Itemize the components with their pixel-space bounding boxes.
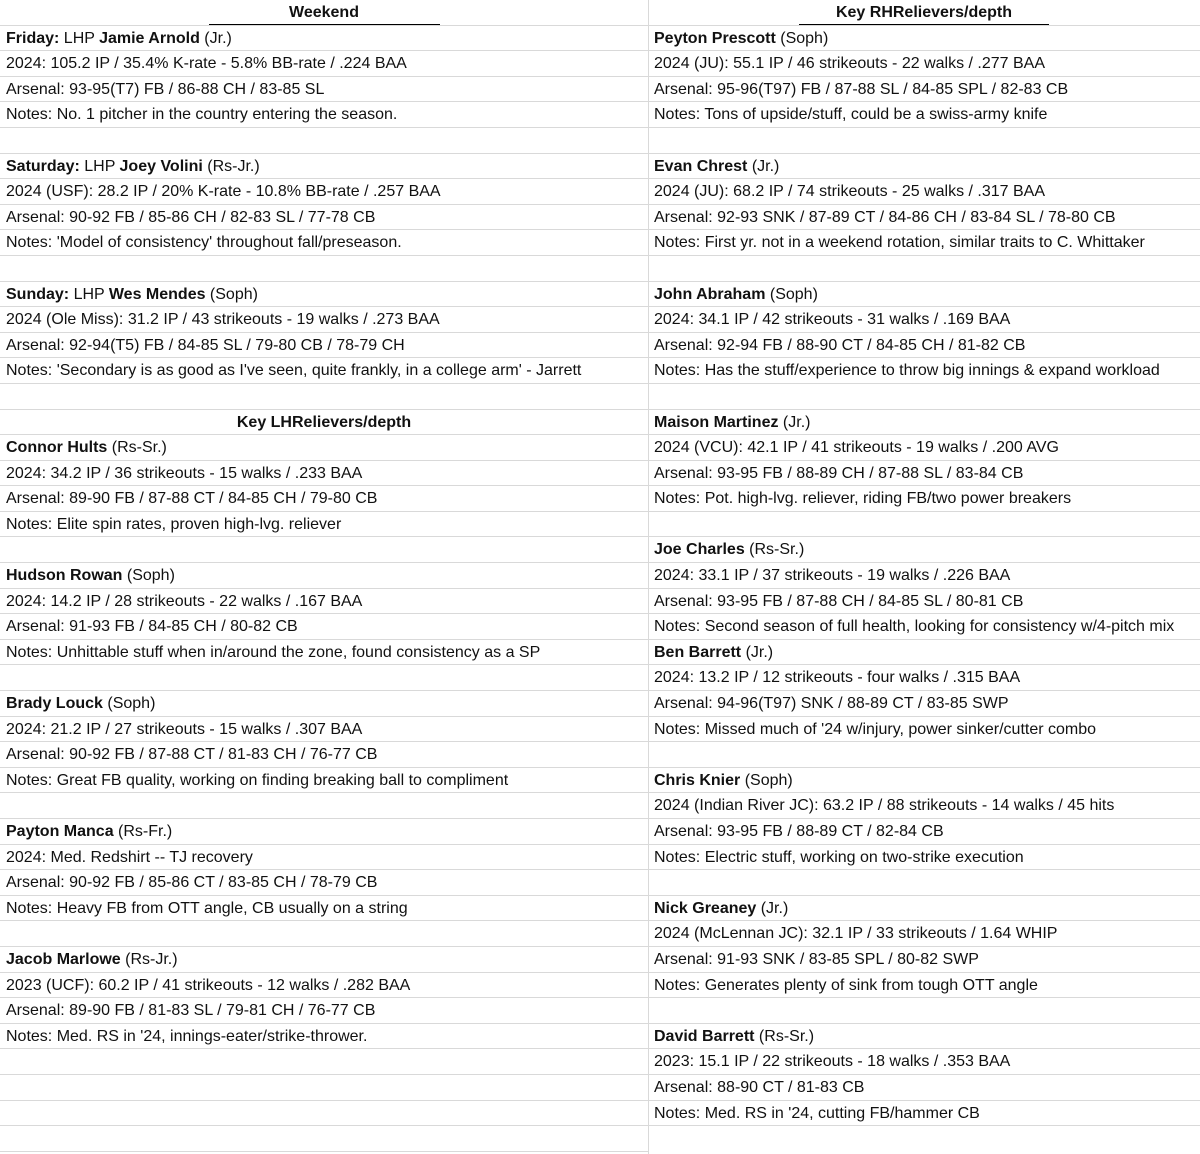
- empty-cell[interactable]: [648, 256, 1200, 282]
- player-name-row[interactable]: [0, 154, 648, 180]
- cell-text: Arsenal: 89-90 FB / 81-83 SL / 79-81 CH / 76-77 CB: [6, 1002, 376, 1020]
- player-name: Evan Chrest: [654, 157, 748, 175]
- stat-cell[interactable]: [648, 461, 1200, 487]
- cell-text: Arsenal: 90-92 FB / 85-86 CT / 83-85 CH / 78-79 CB: [6, 874, 378, 892]
- stat-cell[interactable]: [648, 921, 1200, 947]
- stat-cell[interactable]: [648, 179, 1200, 205]
- cell-text: 2024: 34.1 IP / 42 strikeouts - 31 walks / .169 BAA: [654, 311, 1011, 329]
- empty-cell[interactable]: [648, 384, 1200, 410]
- cell-text: Arsenal: 92-94(T5) FB / 84-85 SL / 79-80 CB / 78-79 CH: [6, 336, 405, 354]
- cell-text: 2024 (VCU): 42.1 IP / 41 strikeouts - 19 walks / .200 AVG: [654, 439, 1059, 457]
- cell-text: Arsenal: 94-96(T97) SNK / 88-89 CT / 83-85 SWP: [654, 695, 1009, 713]
- cell-text: Notes: Missed much of '24 w/injury, power sinker/cutter combo: [654, 720, 1097, 738]
- rotation-day: Saturday:: [6, 157, 80, 175]
- stat-cell[interactable]: [0, 768, 648, 794]
- stat-cell[interactable]: [0, 102, 648, 128]
- cell-text: Arsenal: 88-90 CT / 81-83 CB: [654, 1078, 865, 1096]
- player-name: Brady Louck: [6, 695, 103, 713]
- cell-text: Arsenal: 91-93 FB / 84-85 CH / 80-82 CB: [6, 618, 298, 636]
- stat-cell[interactable]: [0, 512, 648, 538]
- stat-cell[interactable]: [0, 640, 648, 666]
- player-class: (Soph): [740, 771, 793, 789]
- player-name-row[interactable]: [648, 410, 1200, 436]
- player-name-row[interactable]: [648, 640, 1200, 666]
- empty-cell[interactable]: [0, 256, 648, 282]
- stat-cell[interactable]: [0, 205, 648, 231]
- section-header-label: Weekend: [209, 0, 440, 25]
- empty-cell[interactable]: [0, 1075, 648, 1101]
- stat-cell[interactable]: [648, 845, 1200, 871]
- player-class: (Rs-Fr.): [113, 823, 173, 840]
- player-name: Wes Mendes: [108, 285, 206, 303]
- player-name: Payton Manca: [6, 823, 114, 840]
- cell-text: 2023: 15.1 IP / 22 strikeouts - 18 walks / .353 BAA: [654, 1053, 1011, 1071]
- cell-text: 2024: 105.2 IP / 35.4% K-rate - 5.8% BB-rate / .224 BAA: [6, 55, 407, 73]
- cell-text: Notes: Med. RS in '24, cutting FB/hammer CB: [654, 1104, 980, 1122]
- stat-cell[interactable]: [648, 1049, 1200, 1075]
- player-class: (Soph): [775, 29, 829, 47]
- stat-cell[interactable]: [648, 665, 1200, 691]
- stat-cell[interactable]: [0, 845, 648, 871]
- stat-cell[interactable]: [648, 333, 1200, 359]
- cell-text: 2024: 33.1 IP / 37 strikeouts - 19 walks / .226 BAA: [654, 567, 1011, 585]
- empty-cell[interactable]: [0, 1049, 648, 1075]
- stat-cell[interactable]: [648, 77, 1200, 103]
- cell-text: Notes: First yr. not in a weekend rotation, similar traits to C. Whittaker: [654, 234, 1145, 252]
- stat-cell[interactable]: [648, 230, 1200, 256]
- empty-cell[interactable]: [648, 128, 1200, 154]
- stat-cell[interactable]: [0, 614, 648, 640]
- stat-cell[interactable]: [648, 307, 1200, 333]
- empty-cell[interactable]: [0, 1126, 648, 1152]
- player-name: Joe Charles: [654, 541, 745, 559]
- stat-cell[interactable]: [0, 51, 648, 77]
- player-name: Joey Volini: [119, 157, 203, 175]
- stat-cell[interactable]: [648, 486, 1200, 512]
- player-name-row[interactable]: [648, 154, 1200, 180]
- player-name-row[interactable]: [648, 537, 1200, 563]
- player-class: (Jr.): [741, 643, 774, 661]
- stat-cell[interactable]: [648, 973, 1200, 999]
- empty-cell[interactable]: [0, 128, 648, 154]
- stat-cell[interactable]: [648, 563, 1200, 589]
- handedness: LHP: [84, 157, 120, 175]
- stat-cell[interactable]: [648, 947, 1200, 973]
- cell-text: Notes: Elite spin rates, proven high-lvg. reliever: [6, 515, 342, 533]
- player-name: Hudson Rowan: [6, 567, 123, 585]
- stat-cell[interactable]: [648, 51, 1200, 77]
- player-name: Jamie Arnold: [99, 29, 200, 47]
- cell-text: 2024: 13.2 IP / 12 strikeouts - four walks / .315 BAA: [654, 669, 1021, 687]
- stat-cell[interactable]: [0, 486, 648, 512]
- empty-cell[interactable]: [648, 742, 1200, 768]
- player-class: (Rs-Sr.): [754, 1027, 815, 1045]
- cell-text: Arsenal: 93-95 FB / 88-89 CH / 87-88 SL / 83-84 CB: [654, 464, 1024, 482]
- player-name-row[interactable]: [0, 435, 648, 461]
- stat-cell[interactable]: [0, 896, 648, 922]
- cell-text: Notes: Med. RS in '24, innings-eater/strike-thrower.: [6, 1027, 368, 1045]
- stat-cell[interactable]: [0, 77, 648, 103]
- player-class: (Rs-Sr.): [107, 439, 167, 457]
- player-name: Peyton Prescott: [654, 29, 776, 47]
- player-name: Ben Barrett: [654, 643, 742, 661]
- handedness: LHP: [63, 29, 100, 47]
- empty-cell[interactable]: [648, 998, 1200, 1024]
- cell-text: 2024: 21.2 IP / 27 strikeouts - 15 walks / .307 BAA: [6, 720, 363, 738]
- cell-text: 2024 (USF): 28.2 IP / 20% K-rate - 10.8% BB-rate / .257 BAA: [6, 183, 441, 201]
- section-header[interactable]: [0, 0, 648, 26]
- empty-cell[interactable]: [648, 512, 1200, 538]
- stat-cell[interactable]: [648, 358, 1200, 384]
- stat-cell[interactable]: [648, 717, 1200, 743]
- player-name-row[interactable]: [0, 947, 648, 973]
- rh-relievers-column: [648, 0, 1200, 1126]
- rotation-day: Sunday:: [6, 285, 70, 303]
- cell-text: Notes: Unhittable stuff when in/around the zone, found consistency as a SP: [6, 643, 541, 661]
- cell-text: Arsenal: 93-95 FB / 88-89 CT / 82-84 CB: [654, 823, 944, 840]
- player-name-row[interactable]: [0, 282, 648, 308]
- player-name: John Abraham: [654, 285, 766, 303]
- stat-cell[interactable]: [0, 358, 648, 384]
- cell-text: Notes: Great FB quality, working on finding breaking ball to compliment: [6, 771, 509, 789]
- stat-cell[interactable]: [648, 819, 1200, 845]
- stat-cell[interactable]: [648, 205, 1200, 231]
- stat-cell[interactable]: [0, 589, 648, 615]
- stat-cell[interactable]: [0, 307, 648, 333]
- cell-text: Notes: Pot. high-lvg. reliever, riding FB/two power breakers: [654, 490, 1072, 508]
- stat-cell[interactable]: [0, 742, 648, 768]
- player-name-row[interactable]: [648, 1024, 1200, 1050]
- stat-cell[interactable]: [648, 589, 1200, 615]
- player-name-row[interactable]: [0, 563, 648, 589]
- stat-cell[interactable]: [648, 793, 1200, 819]
- stat-cell[interactable]: [648, 691, 1200, 717]
- stat-cell[interactable]: [0, 870, 648, 896]
- cell-text: Arsenal: 93-95 FB / 87-88 CH / 84-85 SL / 80-81 CB: [654, 592, 1024, 610]
- player-class: (Jr.): [756, 899, 789, 917]
- cell-text: Arsenal: 95-96(T97) FB / 87-88 SL / 84-85 SPL / 82-83 CB: [654, 80, 1069, 98]
- stat-cell[interactable]: [648, 1075, 1200, 1101]
- section-header-label: Key RHRelievers/depth: [799, 0, 1049, 25]
- player-class: (Soph): [102, 695, 156, 713]
- cell-text: 2024: Med. Redshirt -- TJ recovery: [6, 848, 253, 866]
- handedness: LHP: [73, 285, 109, 303]
- stat-cell[interactable]: [648, 1101, 1200, 1127]
- player-name-row[interactable]: [648, 282, 1200, 308]
- player-class: (Rs-Sr.): [744, 541, 805, 559]
- stat-cell[interactable]: [648, 435, 1200, 461]
- stat-cell[interactable]: [648, 614, 1200, 640]
- empty-cell[interactable]: [0, 537, 648, 563]
- stat-cell[interactable]: [0, 230, 648, 256]
- stat-cell[interactable]: [648, 102, 1200, 128]
- rotation-day: Friday:: [6, 29, 60, 47]
- stat-cell[interactable]: [0, 998, 648, 1024]
- player-class: (Jr.): [778, 413, 811, 431]
- cell-text: Notes: Second season of full health, looking for consistency w/4-pitch mix: [654, 618, 1175, 636]
- empty-cell[interactable]: [0, 921, 648, 947]
- cell-text: 2024 (Indian River JC): 63.2 IP / 88 strikeouts - 14 walks / 45 hits: [654, 797, 1115, 815]
- player-name-row[interactable]: [0, 819, 648, 845]
- cell-text: Notes: Heavy FB from OTT angle, CB usually on a string: [6, 899, 408, 917]
- empty-cell[interactable]: [0, 793, 648, 819]
- stat-cell[interactable]: [0, 461, 648, 487]
- empty-cell[interactable]: [0, 1101, 648, 1127]
- player-name-row[interactable]: [0, 691, 648, 717]
- player-name: David Barrett: [654, 1027, 755, 1045]
- empty-cell[interactable]: [648, 870, 1200, 896]
- player-class: (Rs-Jr.): [120, 950, 178, 968]
- cell-text: Notes: Generates plenty of sink from tough OTT angle: [654, 976, 1038, 994]
- cell-text: Arsenal: 93-95(T7) FB / 86-88 CH / 83-85 SL: [6, 80, 325, 98]
- player-name: Nick Greaney: [654, 899, 757, 917]
- player-name-row[interactable]: [648, 896, 1200, 922]
- cell-text: 2024 (McLennan JC): 32.1 IP / 33 strikeouts / 1.64 WHIP: [654, 925, 1058, 943]
- section-header[interactable]: [0, 410, 648, 436]
- cell-text: Arsenal: 92-94 FB / 88-90 CT / 84-85 CH / 81-82 CB: [654, 336, 1026, 354]
- player-class: (Soph): [205, 285, 258, 303]
- cell-text: Notes: 'Model of consistency' throughout fall/preseason.: [6, 234, 402, 252]
- cell-text: Notes: Electric stuff, working on two-strike execution: [654, 848, 1024, 866]
- player-class: (Soph): [765, 285, 818, 303]
- player-name: Maison Martinez: [654, 413, 779, 431]
- cell-text: 2024 (JU): 68.2 IP / 74 strikeouts - 25 walks / .317 BAA: [654, 183, 1046, 201]
- player-class: (Jr.): [199, 29, 232, 47]
- player-name: Connor Hults: [6, 439, 108, 457]
- empty-cell[interactable]: [0, 384, 648, 410]
- stat-cell[interactable]: [0, 717, 648, 743]
- player-class: (Jr.): [747, 157, 780, 175]
- player-class: (Soph): [122, 567, 175, 585]
- player-class: (Rs-Jr.): [202, 157, 260, 175]
- stat-cell[interactable]: [0, 333, 648, 359]
- cell-text: Arsenal: 90-92 FB / 87-88 CT / 81-83 CH / 76-77 CB: [6, 746, 378, 764]
- cell-text: 2024 (Ole Miss): 31.2 IP / 43 strikeouts - 19 walks / .273 BAA: [6, 311, 440, 329]
- cell-text: 2024: 14.2 IP / 28 strikeouts - 22 walks / .167 BAA: [6, 592, 363, 610]
- cell-text: Arsenal: 90-92 FB / 85-86 CH / 82-83 SL / 77-78 CB: [6, 208, 376, 226]
- cell-text: 2024 (JU): 55.1 IP / 46 strikeouts - 22 walks / .277 BAA: [654, 55, 1046, 73]
- section-header-label: Key LHRelievers/depth: [209, 410, 440, 435]
- player-name-row[interactable]: [0, 26, 648, 52]
- cell-text: Notes: 'Secondary is as good as I've seen, quite frankly, in a college arm' - Jarrett: [6, 362, 582, 380]
- cell-text: Arsenal: 91-93 SNK / 83-85 SPL / 80-82 SWP: [654, 950, 979, 968]
- stat-cell[interactable]: [0, 973, 648, 999]
- section-header[interactable]: [648, 0, 1200, 26]
- cell-text: 2023 (UCF): 60.2 IP / 41 strikeouts - 12 walks / .282 BAA: [6, 976, 411, 994]
- cell-text: Notes: No. 1 pitcher in the country entering the season.: [6, 106, 398, 124]
- player-name: Jacob Marlowe: [6, 950, 121, 968]
- player-name-row[interactable]: [648, 26, 1200, 52]
- cell-text: Arsenal: 92-93 SNK / 87-89 CT / 84-86 CH / 83-84 SL / 78-80 CB: [654, 208, 1116, 226]
- stat-cell[interactable]: [0, 1024, 648, 1050]
- cell-text: Arsenal: 89-90 FB / 87-88 CT / 84-85 CH / 79-80 CB: [6, 490, 378, 508]
- empty-cell[interactable]: [0, 665, 648, 691]
- player-name-row[interactable]: [648, 768, 1200, 794]
- stat-cell[interactable]: [0, 179, 648, 205]
- cell-text: 2024: 34.2 IP / 36 strikeouts - 15 walks / .233 BAA: [6, 464, 363, 482]
- cell-text: Notes: Has the stuff/experience to throw big innings & expand workload: [654, 362, 1160, 380]
- cell-text: Notes: Tons of upside/stuff, could be a swiss-army knife: [654, 106, 1048, 124]
- player-name: Chris Knier: [654, 771, 741, 789]
